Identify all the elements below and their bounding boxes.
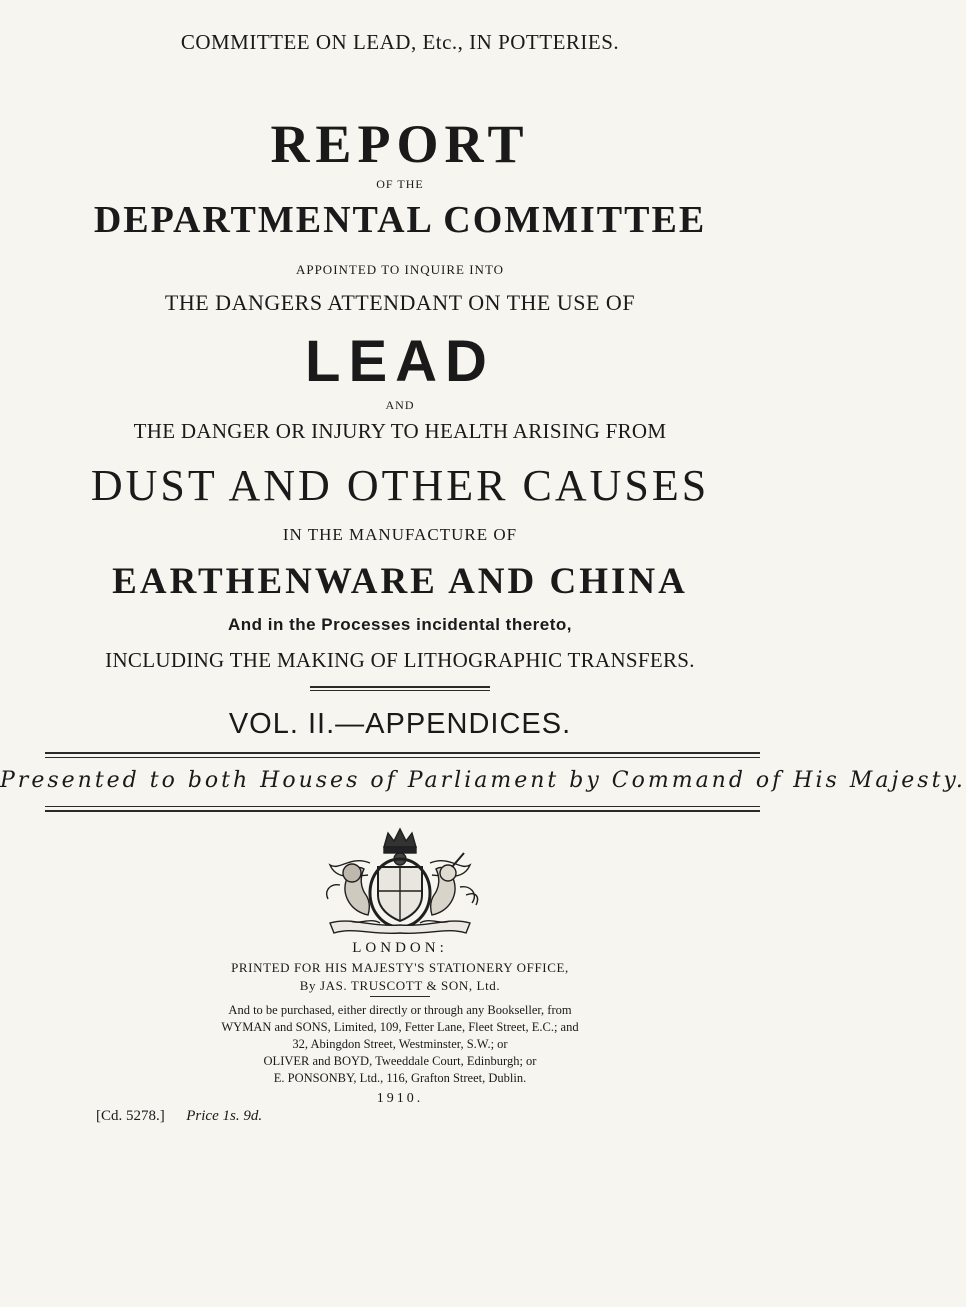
imprint-printed-for: PRINTED FOR HIS MAJESTY'S STATIONERY OFFICE,	[231, 960, 569, 975]
processes-text: And in the Processes incidental thereto,	[227, 615, 573, 634]
bottom-double-rule-thick	[45, 810, 760, 812]
report-title: REPORT	[270, 114, 530, 174]
imprint-wyman: WYMAN and SONS, Limited, 109, Fetter Lane, Fleet Street, E.C.; and	[221, 1020, 579, 1034]
imprint-abingdon: 32, Abingdon Street, Westminster, S.W.; or	[292, 1037, 508, 1051]
dust-title: DUST AND OTHER CAUSES	[90, 461, 710, 510]
short-rule-thin	[310, 690, 490, 691]
imprint-rule	[370, 996, 430, 997]
imprint-printer: By JAS. TRUSCOTT & SON, Ltd.	[299, 978, 501, 993]
running-head: COMMITTEE ON LEAD, Etc., IN POTTERIES.	[180, 30, 620, 54]
imprint-london: LONDON:	[352, 940, 448, 956]
imprint-purchase: And to be purchased, either directly or through any Bookseller, from	[228, 1003, 572, 1017]
earthenware-title: EARTHENWARE AND CHINA	[112, 561, 688, 602]
lead-title: LEAD	[305, 329, 495, 394]
danger-injury-text: THE DANGER OR INJURY TO HEALTH ARISING FROM	[133, 419, 667, 443]
price: Price 1s. 9d.	[186, 1108, 263, 1124]
presented-line: Presented to both Houses of Parliament by Command of His Majesty.	[0, 768, 966, 793]
volume-title: VOL. II.—APPENDICES.	[228, 708, 572, 740]
dangers-text: THE DANGERS ATTENDANT ON THE USE OF	[164, 290, 636, 315]
and-text: AND	[385, 398, 415, 412]
short-rule	[310, 686, 490, 688]
command-paper-line	[96, 1108, 262, 1125]
committee-title: DEPARTMENTAL COMMITTEE	[93, 199, 707, 241]
top-double-rule-thin	[45, 757, 760, 758]
including-text: INCLUDING THE MAKING OF LITHOGRAPHIC TRANSFERS.	[105, 648, 695, 672]
imprint-oliver: OLIVER and BOYD, Tweeddale Court, Edinburgh; or	[263, 1054, 537, 1068]
command-paper-number: [Cd. 5278.]	[96, 1108, 165, 1124]
appointed-text: APPOINTED TO INQUIRE INTO	[295, 262, 505, 277]
in-the-manufacture-text: IN THE MANUFACTURE OF	[282, 525, 518, 544]
imprint-year: 1910.	[376, 1091, 424, 1106]
royal-arms-emblem	[280, 825, 520, 937]
imprint-ponsonby: E. PONSONBY, Ltd., 116, Grafton Street, Dublin.	[273, 1071, 527, 1085]
of-the-text: OF THE	[376, 177, 424, 191]
bottom-double-rule	[45, 806, 760, 807]
top-double-rule	[45, 752, 760, 754]
